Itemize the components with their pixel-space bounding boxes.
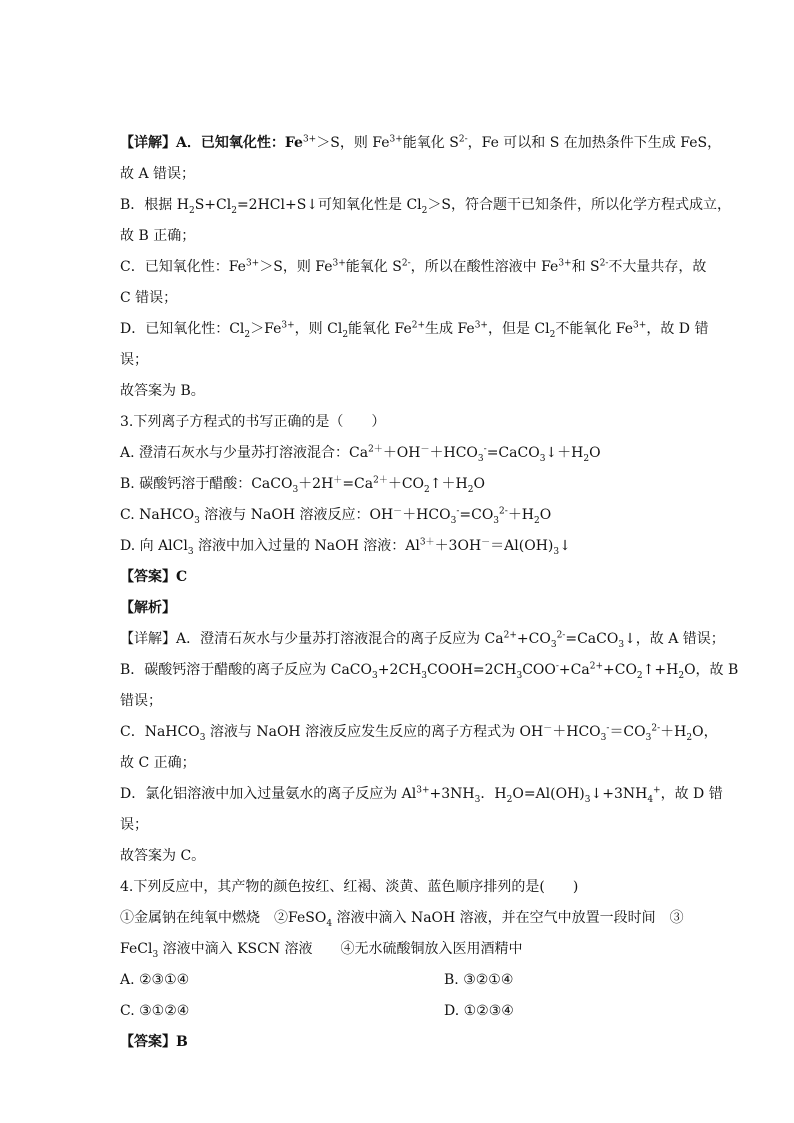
question-stem: 4.下列反应中，其产物的颜色按红、红褐、淡黄、蓝色顺序排列的是( ) xyxy=(120,879,579,895)
answer-label: 【答案】B xyxy=(120,1034,188,1050)
text-line: D．已知氧化性：$Cl_2>Fe^{3+}$，则 $Cl_2$能氧化 $Fe^{2+}$生成 $Fe^{3+}$，但是 $Cl_2$不能氧化 $Fe^{3+}$，故 D 错 xyxy=(120,320,709,340)
option-d: D. ①②③④ xyxy=(444,1003,514,1019)
text-line: 故答案为 C。 xyxy=(120,848,206,864)
option-line: D. 向 AlCl$_3$ 溶液中加入过量的 NaOH 溶液：$Al^{3+}+3OH^-=Al(OH)_3↓$ xyxy=(120,537,571,557)
text-line: ①金属钠在纯氧中燃烧 ②FeSO$_4$ 溶液中滴入 NaOH 溶液，并在空气中放置一段时间 ③ xyxy=(120,910,684,929)
text-line: D．氯化铝溶液中加入过量氨水的离子反应为 $Al^{3+}+3NH_3$．$H_2O=Al(OH)_3↓+3NH_4^+$，故 D 错 xyxy=(120,785,723,805)
text-line: 误； xyxy=(120,352,148,368)
text-line: 故答案为 B。 xyxy=(120,383,205,399)
text-line: 【详解】A．澄清石灰水与少量苏打溶液混合的离子反应为 $Ca^{2+}+CO_3^{2-}=CaCO_3↓$，故 A 错误； xyxy=(120,630,725,650)
text-line: 故 A 错误； xyxy=(120,166,196,182)
option-a: A. ②③①④ xyxy=(120,972,190,988)
text-line: 错误； xyxy=(120,693,162,709)
text-line: B．根据 $H_2S+Cl_2=2HCl+S↓$可知氧化性是 $Cl_2>S$，符合题干已知条件，所以化学方程式成立， xyxy=(120,197,731,216)
option-line: C. NaHCO$_3$ 溶液与 NaOH 溶液反应：$OH^-+HCO_3^-=CO_3^{2-}+H_2O$ xyxy=(120,506,552,526)
text-line: 故 B 正确； xyxy=(120,228,196,244)
question-stem: 3.下列离子方程式的书写正确的是（ ） xyxy=(120,414,386,430)
analysis-label: 【解析】 xyxy=(120,600,176,616)
text-line: B．碳酸钙溶于醋酸的离子反应为 $CaCO_3+2CH_3COOH=2CH_3COO^-+Ca^{2+}+CO_2↑+H_2O$，故 B xyxy=(120,661,739,681)
option-line: B. 碳酸钙溶于醋酸：$CaCO_3+2H^+=Ca^{2+}+CO_2↑+H_2O$ xyxy=(120,475,485,495)
answer-label: 【答案】C xyxy=(120,569,188,585)
text-line: FeCl$_3$ 溶液中滴入 KSCN 溶液 ④无水硫酸铜放入医用酒精中 xyxy=(120,941,523,960)
text-line: 故 C 正确； xyxy=(120,755,196,771)
option-c: C. ③①②④ xyxy=(120,1003,190,1019)
text-line: C．已知氧化性：$Fe^{3+}>S$，则 $Fe^{3+}$能氧化 $S^{2-}$，所以在酸性溶液中 $Fe^{3+}$和 $S^{2-}$不大量共存，故 xyxy=(120,258,707,275)
option-b: B. ③②①④ xyxy=(444,972,514,988)
text-line: C．NaHCO$_3$ 溶液与 NaOH 溶液反应发生反应的离子方程式为 $OH^-+HCO_3^-=CO_3^{2-}+H_2O$， xyxy=(120,723,718,743)
text-line: 误； xyxy=(120,817,148,833)
text-line: 【详解】A．已知氧化性：$Fe^{3+}>S$，则 $Fe^{3+}$能氧化 $S^{2-}$，Fe 可以和 S 在加热条件下生成 FeS， xyxy=(120,134,722,151)
option-line: A. 澄清石灰水与少量苏打溶液混合：$Ca^{2+}+OH^-+HCO_3^-=CaCO_3↓+H_2O$ xyxy=(120,444,601,464)
text-line: C 错误； xyxy=(120,290,178,306)
